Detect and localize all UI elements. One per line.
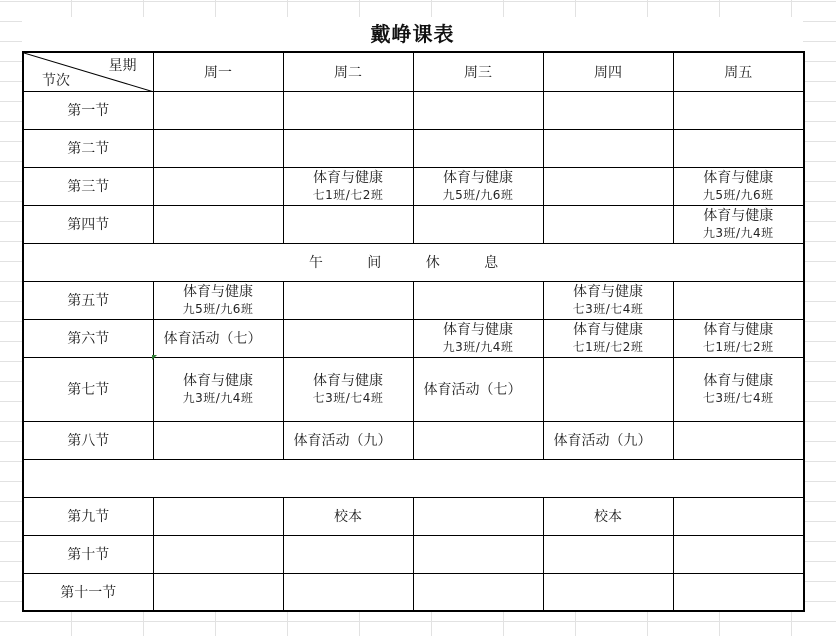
cell-empty[interactable] bbox=[153, 421, 283, 459]
table-row bbox=[23, 573, 804, 611]
cell-empty[interactable] bbox=[673, 281, 804, 319]
class-groups-text: 九3班/九4班 bbox=[442, 339, 514, 354]
cell-empty[interactable] bbox=[283, 205, 413, 243]
subject-text: 体育与健康 bbox=[703, 321, 774, 338]
activity-text: 体育活动（七） bbox=[163, 331, 262, 347]
cell-empty[interactable] bbox=[283, 573, 413, 611]
class-cell[interactable] bbox=[413, 167, 543, 205]
cell-empty[interactable] bbox=[673, 535, 804, 573]
class-groups-text: 九3班/九4班 bbox=[182, 390, 254, 405]
activity-cell[interactable] bbox=[153, 319, 283, 357]
cell-empty[interactable] bbox=[543, 357, 673, 421]
class-cell[interactable] bbox=[543, 281, 673, 319]
cell-empty[interactable] bbox=[413, 421, 543, 459]
class-cell[interactable] bbox=[283, 167, 413, 205]
cell-empty[interactable] bbox=[283, 91, 413, 129]
cell-empty[interactable] bbox=[153, 129, 283, 167]
table-row bbox=[23, 421, 804, 459]
subject-text: 体育与健康 bbox=[573, 283, 643, 300]
cell-empty[interactable] bbox=[283, 129, 413, 167]
cell-empty[interactable] bbox=[153, 573, 283, 611]
class-cell[interactable] bbox=[153, 357, 283, 421]
cell-empty[interactable] bbox=[283, 535, 413, 573]
class-groups-text: 九3班/九4班 bbox=[702, 225, 774, 240]
period-label: 第四节 bbox=[23, 205, 153, 243]
activity-text: 体育活动（七） bbox=[423, 382, 522, 398]
subject-text: 体育与健康 bbox=[313, 372, 383, 389]
subject-text: 体育与健康 bbox=[703, 207, 774, 224]
cell-empty[interactable] bbox=[673, 91, 804, 129]
table-row bbox=[23, 319, 804, 357]
day-header-mon: 周一 bbox=[153, 52, 283, 91]
subject-text: 体育与健康 bbox=[443, 321, 513, 338]
table-row bbox=[23, 167, 804, 205]
cell-empty[interactable] bbox=[153, 497, 283, 535]
class-groups-text: 九5班/九6班 bbox=[702, 187, 774, 202]
day-header-thu: 周四 bbox=[543, 52, 673, 91]
noon-break-label: 午 间 休 息 bbox=[23, 243, 804, 281]
cell-empty[interactable] bbox=[153, 91, 283, 129]
class-groups-text: 七3班/七4班 bbox=[312, 390, 384, 405]
school-course-cell[interactable]: 校本 bbox=[543, 497, 673, 535]
class-groups-text: 七3班/七4班 bbox=[572, 301, 644, 316]
corner-cell bbox=[23, 52, 153, 91]
activity-cell[interactable] bbox=[413, 357, 543, 421]
period-label: 第十节 bbox=[23, 535, 153, 573]
activity-cell[interactable] bbox=[283, 421, 413, 459]
cell-empty[interactable] bbox=[413, 91, 543, 129]
period-label: 第十一节 bbox=[23, 573, 153, 611]
subject-text: 体育与健康 bbox=[183, 372, 253, 389]
header-row bbox=[23, 52, 804, 91]
table-row bbox=[23, 129, 804, 167]
subject-text: 体育与健康 bbox=[573, 321, 643, 338]
cell-empty[interactable] bbox=[283, 319, 413, 357]
cell-empty[interactable] bbox=[673, 421, 804, 459]
corner-period-label: 节次 bbox=[42, 72, 70, 89]
blank-break-cell[interactable] bbox=[23, 459, 804, 497]
class-cell[interactable] bbox=[283, 357, 413, 421]
cell-empty[interactable] bbox=[413, 573, 543, 611]
table-row bbox=[23, 91, 804, 129]
class-cell[interactable] bbox=[673, 205, 804, 243]
subject-text: 体育与健康 bbox=[313, 169, 383, 186]
subject-text: 体育与健康 bbox=[703, 169, 774, 186]
period-label: 第七节 bbox=[23, 357, 153, 421]
class-cell[interactable] bbox=[543, 319, 673, 357]
table-row bbox=[23, 497, 804, 535]
period-label: 第一节 bbox=[23, 91, 153, 129]
class-groups-text: 七1班/七2班 bbox=[702, 339, 774, 354]
day-header-fri: 周五 bbox=[673, 52, 804, 91]
cell-empty[interactable] bbox=[543, 205, 673, 243]
blank-break-row bbox=[23, 459, 804, 497]
class-groups-text: 七1班/七2班 bbox=[572, 339, 644, 354]
cell-empty[interactable] bbox=[413, 205, 543, 243]
class-groups-text: 九5班/九6班 bbox=[182, 301, 254, 316]
class-groups-text: 七3班/七4班 bbox=[702, 390, 774, 405]
cell-empty[interactable] bbox=[413, 129, 543, 167]
cell-empty[interactable] bbox=[153, 205, 283, 243]
class-cell[interactable] bbox=[153, 281, 283, 319]
class-groups-text: 七1班/七2班 bbox=[312, 187, 384, 202]
class-cell[interactable] bbox=[413, 319, 543, 357]
cell-empty[interactable] bbox=[153, 535, 283, 573]
schedule-table bbox=[22, 51, 805, 612]
cell-empty[interactable] bbox=[153, 167, 283, 205]
cell-empty[interactable] bbox=[543, 573, 673, 611]
cell-empty[interactable] bbox=[673, 573, 804, 611]
table-row bbox=[23, 281, 804, 319]
activity-text: 体育活动（九） bbox=[293, 433, 392, 449]
corner-weekday-label: 星期 bbox=[108, 58, 137, 74]
period-label: 第六节 bbox=[23, 319, 153, 357]
table-row bbox=[23, 357, 804, 421]
class-groups-text: 九5班/九6班 bbox=[442, 187, 514, 202]
activity-cell[interactable] bbox=[543, 421, 673, 459]
period-label: 第二节 bbox=[23, 129, 153, 167]
cell-empty[interactable] bbox=[543, 535, 673, 573]
subject-text: 体育与健康 bbox=[443, 169, 513, 186]
cell-empty[interactable] bbox=[543, 167, 673, 205]
class-cell[interactable] bbox=[673, 319, 804, 357]
day-header-tue: 周二 bbox=[283, 52, 413, 91]
subject-text: 体育与健康 bbox=[703, 372, 774, 389]
cell-empty[interactable] bbox=[543, 129, 673, 167]
page-title: 戴峥课表 bbox=[22, 17, 803, 51]
cell-empty[interactable] bbox=[413, 535, 543, 573]
cell-empty[interactable] bbox=[673, 497, 804, 535]
cell-empty[interactable] bbox=[543, 91, 673, 129]
school-course-cell[interactable]: 校本 bbox=[283, 497, 413, 535]
noon-break-row bbox=[23, 243, 804, 281]
period-label: 第九节 bbox=[23, 497, 153, 535]
cell-empty[interactable] bbox=[673, 129, 804, 167]
class-cell[interactable] bbox=[673, 357, 804, 421]
table-row bbox=[23, 535, 804, 573]
period-label: 第五节 bbox=[23, 281, 153, 319]
cell-empty[interactable] bbox=[283, 281, 413, 319]
class-cell[interactable] bbox=[673, 167, 804, 205]
period-label: 第三节 bbox=[23, 167, 153, 205]
table-row bbox=[23, 205, 804, 243]
day-header-wed: 周三 bbox=[413, 52, 543, 91]
cell-comment-marker bbox=[152, 355, 157, 360]
period-label: 第八节 bbox=[23, 421, 153, 459]
cell-empty[interactable] bbox=[413, 497, 543, 535]
cell-empty[interactable] bbox=[413, 281, 543, 319]
activity-text: 体育活动（九） bbox=[553, 433, 652, 449]
subject-text: 体育与健康 bbox=[183, 283, 253, 300]
